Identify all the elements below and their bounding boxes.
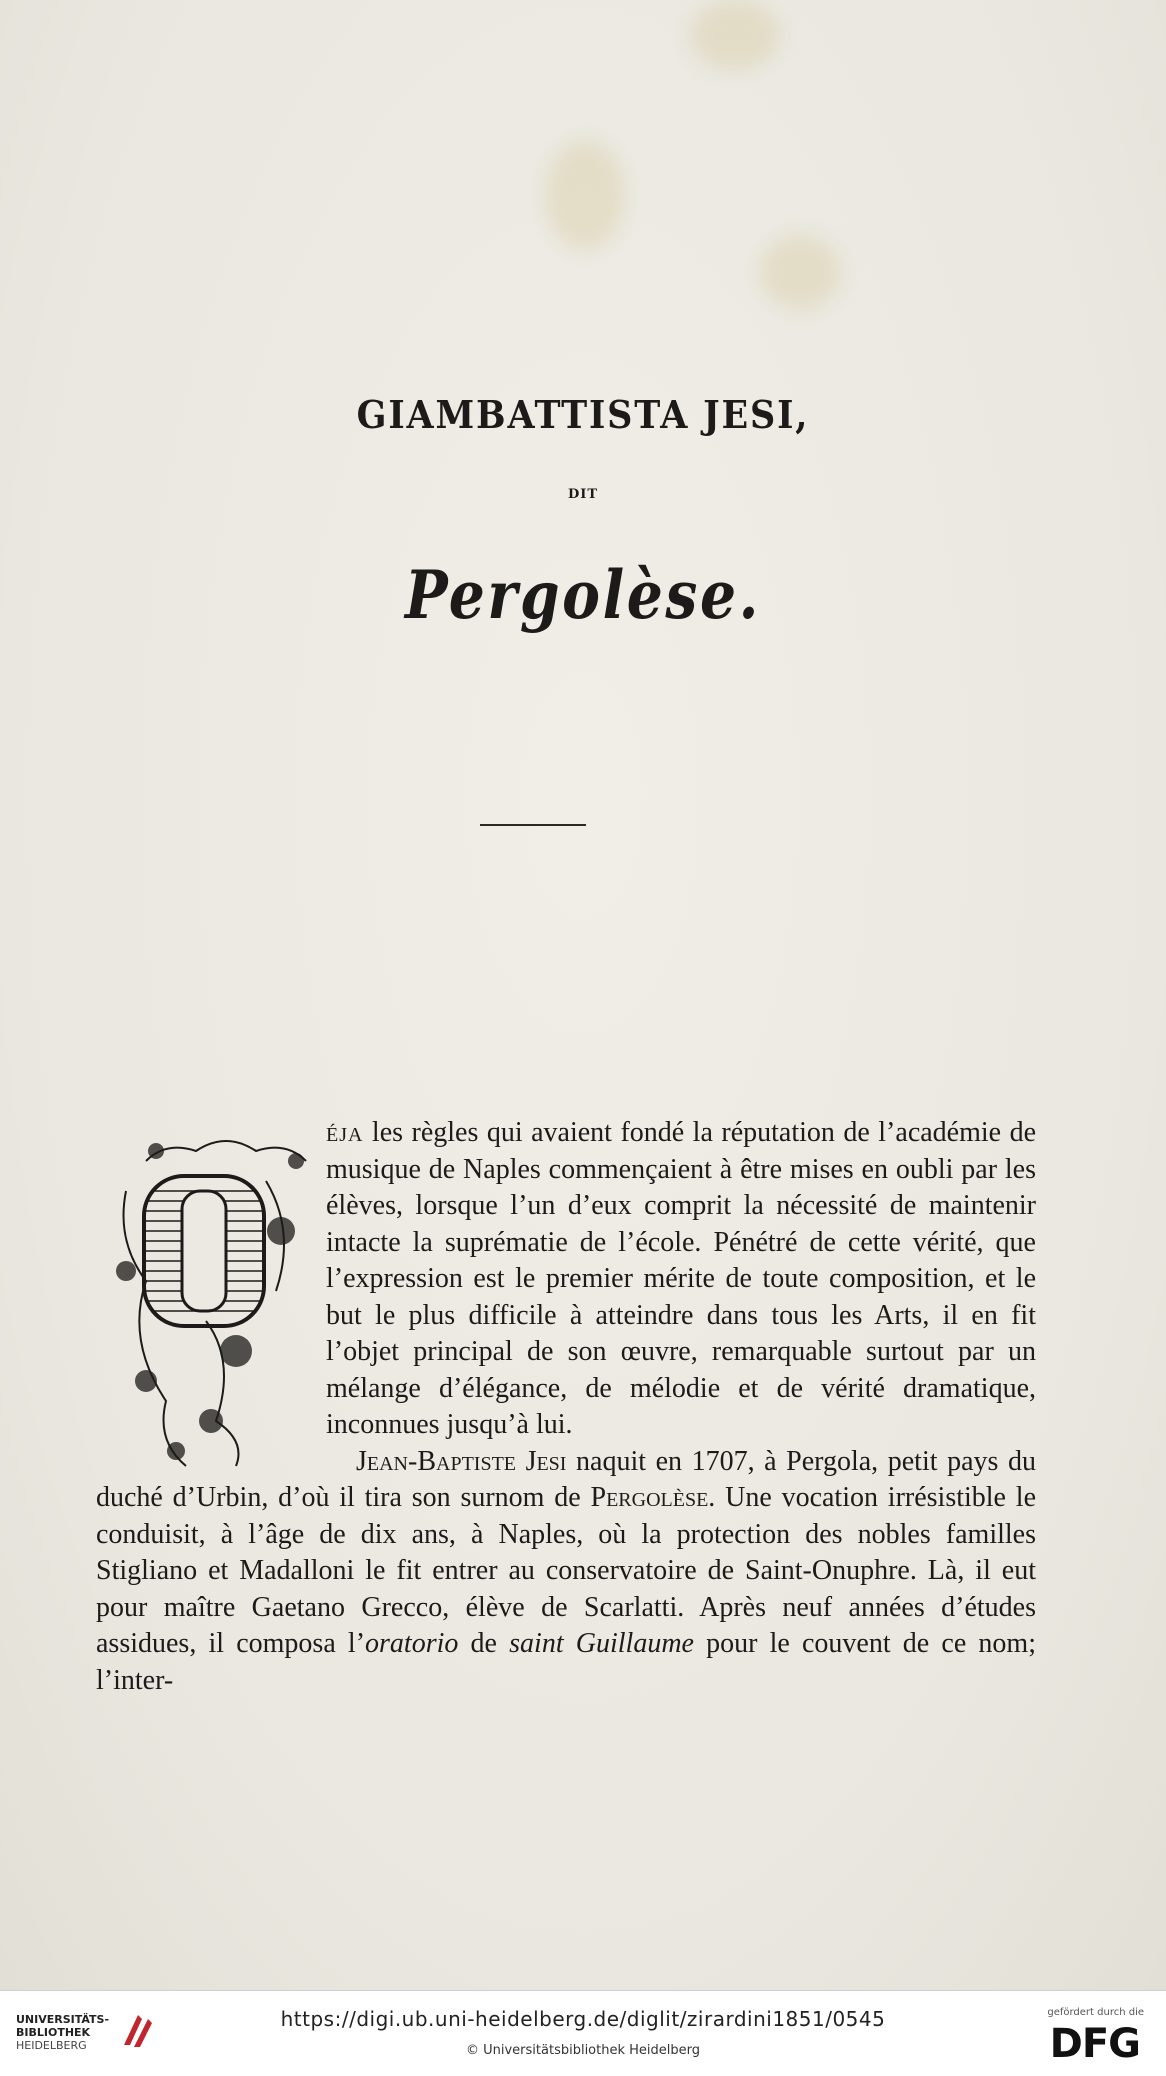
person-name: Jean-Baptiste Jesi bbox=[356, 1445, 567, 1477]
funding-note: gefördert durch die bbox=[1047, 2007, 1144, 2018]
italic-oratorio: oratorio bbox=[365, 1628, 459, 1659]
separator-rule bbox=[480, 824, 586, 826]
viewer-footer bbox=[0, 1990, 1166, 2076]
italic-saint-guillaume: saint Guillaume bbox=[509, 1628, 694, 1659]
subtitle-dit: DIT bbox=[567, 487, 599, 502]
paper-stain bbox=[760, 235, 840, 310]
permalink-url[interactable]: https://digi.ub.uni-heidelberg.de/diglit/zirardini1851/0545 bbox=[280, 2007, 886, 2031]
dfg-logo[interactable]: DFG bbox=[1049, 2021, 1140, 2067]
paper-stain bbox=[690, 0, 780, 70]
paper-stain bbox=[545, 140, 625, 250]
paragraph-2-part-3: de bbox=[458, 1628, 510, 1659]
composer-name: Pergolèse. bbox=[404, 556, 762, 634]
article-body bbox=[96, 1115, 1036, 1699]
paragraph-2-part-1: naquit en 1707, à Pergola, petit pays du duché d’Urbin, d’où il tira son surnom de bbox=[96, 1445, 1036, 1513]
copyright-notice: © Universitätsbibliothek Heidelberg bbox=[465, 2043, 700, 2058]
paragraph-2-part-4: pour le couvent de ce nom; l’inter- bbox=[96, 1628, 1036, 1696]
dropcap-small-caps: éja bbox=[326, 1117, 364, 1148]
paragraph-1: les règles qui avaient fondé la réputation de l’académie de musique de Naples commençaient à être mises en oubli par les élèves, lorsque l’un d’eux comprit la nécessité de maintenir intacte la suprématie de l’école. Pénétré de cette vérité, que l’expression est le premier mérite de toute composition, et le but le plus difficile à atteindre dans tous les Arts, il en fit l’objet principal de son œuvre, remarquable surtout par un mélange d’élégance, de mélodie et de vérité dramatique, inconnues jusqu’à lui. bbox=[326, 1117, 1036, 1440]
ub-heidelberg-logo[interactable]: UNIVERSITÄTS- BIBLIOTHEK HEIDELBERG bbox=[16, 2013, 110, 2052]
ornamental-initial-illustration bbox=[86, 1121, 316, 1468]
surname-pergolese: Pergolèse bbox=[590, 1482, 709, 1513]
page-title: GIAMBATTISTA JESI, bbox=[356, 392, 810, 437]
paragraph-2-part-2: . Une vocation irrésistible le conduisit, à l’âge de dix ans, à Naples, où la protection des nobles familles Stigliano et Madalloni le fit entrer au conservatoire de Saint-Onuphre. Là, il eut pour maître Gaetano Grecco, élève de Scarlatti. Après neuf années d’études assidues, il composa l’ bbox=[96, 1482, 1036, 1659]
